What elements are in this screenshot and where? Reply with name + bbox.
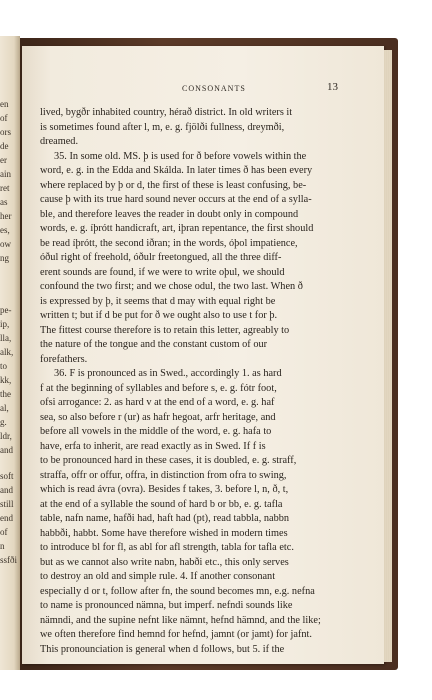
- text-line: lived, bygðr inhabited country, hérað district. In old writers it: [40, 107, 293, 118]
- text-line: erent sounds are found, if we were to write oþul, we should: [40, 266, 285, 278]
- text-line: The fittest course therefore is to retain this letter, agreably to: [40, 324, 290, 336]
- page-block-edge: [384, 50, 392, 662]
- text-line: straffa, offr or offur, offra, in distinction from ofra to swing,: [40, 469, 287, 481]
- page-header: [22, 81, 384, 98]
- left-page-fragment: ssfði: [0, 555, 18, 565]
- left-page-fragment: ldr,: [0, 431, 12, 441]
- left-page-fragment: the: [0, 389, 11, 399]
- left-page-fragment: ain: [0, 169, 11, 179]
- left-page-fragment: ng: [0, 253, 9, 263]
- text-line: table, nafn name, hafði had, haft had (pt), read tabbla, nabbn: [40, 513, 290, 524]
- text-line: which is read ávra (ovra). Besides f takes, 3. before l, n, ð, t,: [40, 484, 289, 495]
- left-page-fragment: ret: [0, 183, 10, 193]
- text-line: especially d or t, follow after fn, the sound becomes mn, e.g. nefna: [40, 585, 315, 597]
- text-line: is expressed by þ, it seems that d may with equal right be: [40, 295, 276, 307]
- text-line: ble, and therefore leaves the reader in doubt only in compound: [40, 208, 299, 220]
- left-page-fragment: er: [0, 155, 7, 165]
- text-line: to destroy an old and simple rule. 4. If another consonant: [40, 571, 276, 582]
- left-page-fragment: ip,: [0, 319, 10, 329]
- left-page-fragment: alk,: [0, 347, 14, 357]
- text-line: but as we cannot also write nabn, habði etc., this only serves: [40, 556, 289, 568]
- left-page-fragment: ors: [0, 127, 11, 137]
- text-line: forefathers.: [40, 353, 88, 365]
- left-page-fragment: of: [0, 527, 8, 537]
- text-line: nämndi, and the supine nefnt like nämnt, hefnd hämnd, and the like;: [40, 614, 321, 626]
- text-line: written t; but if d be put for ð we ought also to use t for þ.: [40, 310, 278, 321]
- text-line: have, erfa to inherit, are read exactly as in Swed. If f is: [40, 440, 266, 452]
- text-line: where replaced by þ or d, the first of these is least confusing, be-: [40, 179, 307, 191]
- text-line: be read íþrótt, the second iðran; in the words, óþol impatience,: [40, 237, 298, 249]
- text-line: to be pronounced hard in these cases, it is doubled, e. g. straff,: [40, 455, 297, 466]
- left-page-fragment: n: [0, 541, 5, 551]
- body-text: [40, 106, 350, 657]
- text-line: words, e. g. íþrótt handicraft, art, iþran repentance, the first should: [40, 223, 314, 234]
- left-page-edge: [0, 36, 20, 670]
- text-line: dreamed.: [40, 136, 79, 147]
- text-line: we often therefore find hemnd for hefnd, jamnt (or jamt) for jafnt.: [40, 629, 312, 640]
- left-page-fragment: and: [0, 445, 13, 455]
- text-line: to name is pronounced nämna, but imperf. nefndi sounds like: [40, 600, 293, 611]
- left-page-fragment: her: [0, 211, 12, 221]
- left-page-fragment: of: [0, 113, 8, 123]
- left-page-fragment: en: [0, 99, 9, 109]
- left-page-fragment: still: [0, 499, 14, 509]
- text-line: cause þ with its true hard sound never occurs at the end of a sylla-: [40, 194, 312, 205]
- page-number: 13: [327, 81, 338, 93]
- text-line: at the end of a syllable the sound of hard b or bb, e. g. tafla: [40, 498, 283, 510]
- text-line: 36. F is pronounced as in Swed., accordingly 1. as hard: [54, 368, 282, 379]
- text-line: f at the beginning of syllables and before s, e. g. fótr foot,: [40, 382, 277, 394]
- text-line: to introduce bl for fl, as abl for afl strength, tabla for tafla etc.: [40, 542, 294, 553]
- text-line: 35. In some old. MS. þ is used for ð before vowels within the: [54, 150, 307, 162]
- left-page-fragment: de: [0, 141, 9, 151]
- left-page-fragment: al,: [0, 403, 9, 413]
- text-line: ofsi arrogance: 2. as hard v at the end of a word, e. g. haf: [40, 397, 275, 408]
- left-page-fragment: and: [0, 485, 13, 495]
- left-page-fragment: as: [0, 197, 8, 207]
- text-line: óðul right of freehold, óðulr freetongued, all the three diff-: [40, 252, 282, 263]
- text-line: sea, so also before r (ur) as hafr hegoat, arfr heritage, and: [40, 411, 276, 423]
- left-page-fragment: g.: [0, 417, 7, 427]
- text-line: the nature of the tongue and the constant custom of our: [40, 339, 268, 350]
- running-head: CONSONANTS: [182, 84, 246, 93]
- text-line: This pronounciation is general when d follows, but 5. if the: [40, 643, 285, 655]
- text-line: before all vowels in the middle of the word, e. g. hafa to: [40, 426, 272, 437]
- left-page-fragment: soft: [0, 471, 14, 481]
- text-line: word, e. g. in the Edda and Skálda. In later times ð has been every: [40, 165, 313, 176]
- left-page-fragment: ow: [0, 239, 11, 249]
- left-page-fragment: end: [0, 513, 13, 523]
- left-page-fragment: es,: [0, 225, 10, 235]
- left-page-fragment: lla,: [0, 333, 12, 343]
- text-line: confound the two first; and we chose odul, the two last. When ð: [40, 281, 303, 292]
- left-page-fragment: to: [0, 361, 8, 371]
- left-page-fragment: pe-: [0, 305, 12, 315]
- left-page-fragment: kk,: [0, 375, 12, 385]
- text-line: habbði, habbt. Some have therefore wished in modern times: [40, 527, 288, 539]
- text-line: is sometimes found after l, m, e. g. fjölði fullness, dreymði,: [40, 121, 285, 133]
